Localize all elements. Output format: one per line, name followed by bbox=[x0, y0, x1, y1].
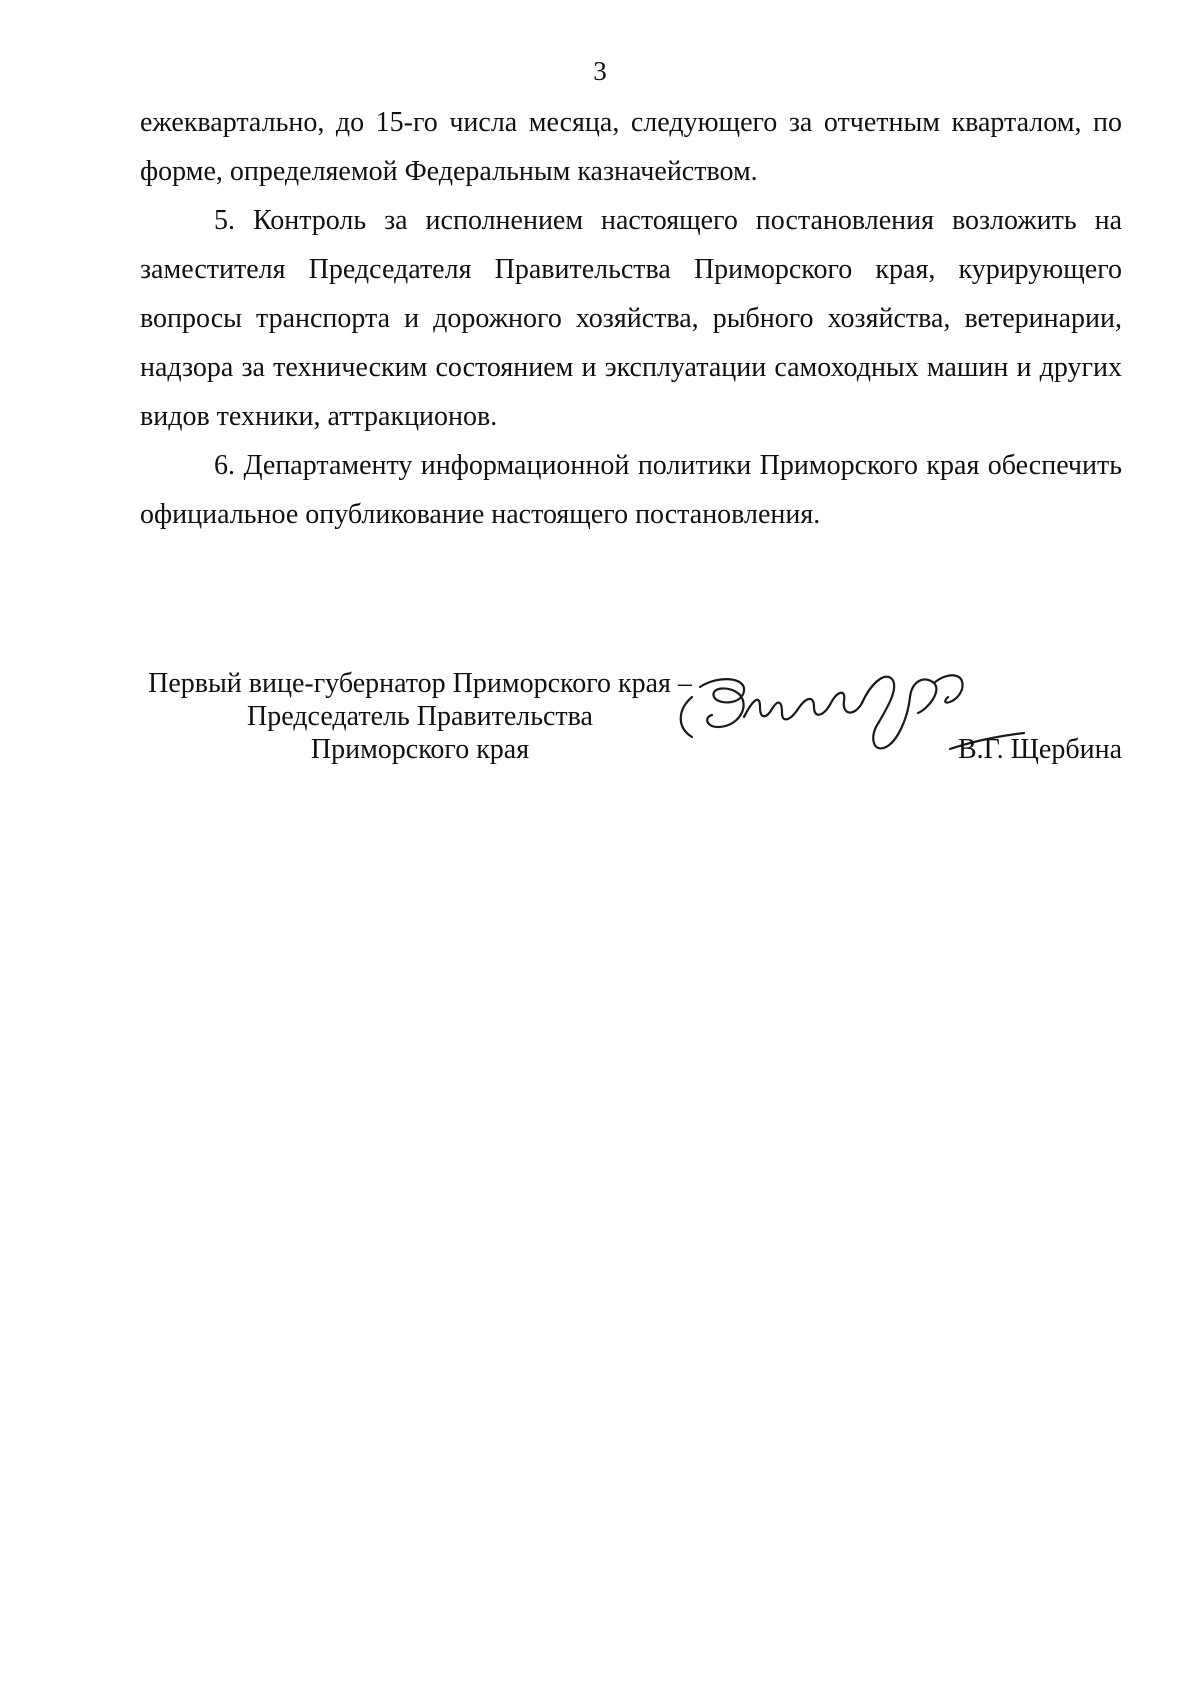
paragraph-item-5: 5. Контроль за исполнением настоящего постановления возложить на заместителя Председателя Правительства Приморского края, курирующего вопросы транспорта и дорожного хозяйства, рыбного хозяйства, ветеринарии, надзора за техническим состоянием и эксплуатации самоходных машин и других видов техники, аттракционов. bbox=[140, 205, 1122, 432]
document-body bbox=[140, 98, 1122, 539]
page-number: 3 bbox=[593, 56, 607, 86]
signer-name: В.Г. Щербина bbox=[957, 734, 1122, 765]
signature-block bbox=[140, 667, 1122, 777]
signer-position bbox=[140, 667, 700, 766]
paragraph-item-6: 6. Департаменту информационной политики Приморского края обеспечить официальное опубликование настоящего постановления. bbox=[140, 450, 1122, 530]
paragraph-continuation: ежеквартально, до 15-го числа месяца, следующего за отчетным кварталом, по форме, определяемой Федеральным казначейством. bbox=[140, 107, 1122, 187]
signer-position-line-2: Председатель Правительства bbox=[247, 701, 593, 732]
signer-position-line-1: Первый вице-губернатор Приморского края – bbox=[148, 668, 692, 699]
signer-position-line-3: Приморского края bbox=[310, 734, 530, 765]
